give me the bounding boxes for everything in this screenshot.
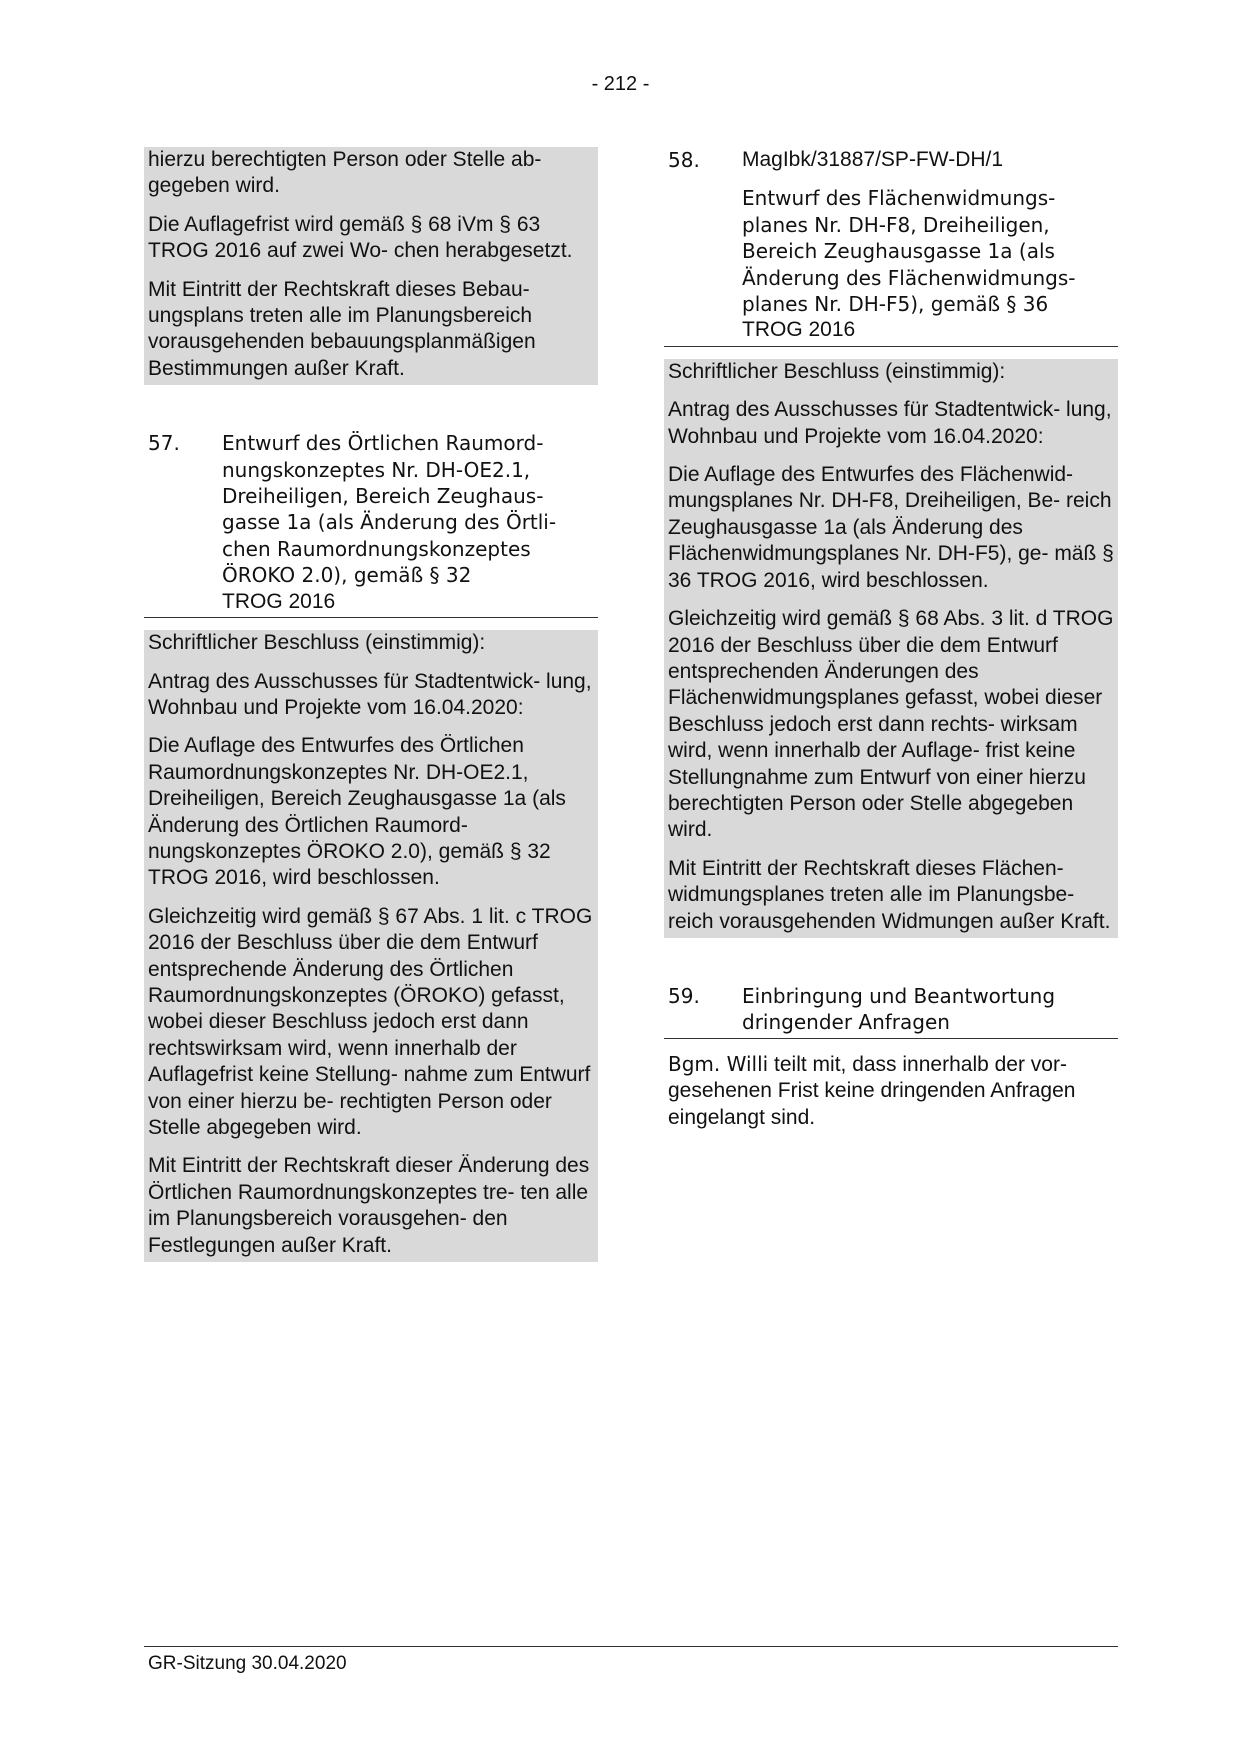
agenda-item-number: 58.: [668, 148, 700, 172]
agenda-item-59-text: [664, 1039, 1118, 1131]
resolution-paragraph: Schriftlicher Beschluss (einstimmig):: [668, 359, 1006, 383]
agenda-item-title: Entwurf des Örtlichen Raumord- nungskonzeptes Nr. DH-OE2.1, Dreiheiligen, Bereich Zeughaus- gasse 1a (als Änderung des Örtli- chen Raumordnungskonzeptes ÖROKO 2.0), gemäß § 32: [222, 431, 557, 588]
resolution-paragraph: Schriftlicher Beschluss (einstimmig):: [148, 631, 486, 655]
resolution-paragraph: Gleichzeitig wird gemäß § 68 Abs. 3 lit. d TROG 2016 der Beschluss über die dem Entwurf entsprechenden Änderungen des Flächenwidmungsplanes gefasst, wobei dieser Beschluss jedoch erst dann rechts- wirksam wird, wenn innerhalb der Auflage- frist keine Stellungnahme zum Entwurf von einer hierzu berechtigten Person oder Stelle abgegeben wird.: [668, 607, 1114, 842]
agenda-item-59-heading: [664, 983, 1118, 1039]
page-number: - 212 -: [591, 73, 650, 95]
speaker-name: Bgm. Willi: [668, 1051, 769, 1076]
agenda-item-title-block: [742, 147, 1114, 344]
resolution-paragraph: Antrag des Ausschusses für Stadtentwick- lung, Wohnbau und Projekte vom 16.04.2020:: [668, 398, 1112, 448]
continuation-paragraph-3: Mit Eintritt der Rechtskraft dieses Bebau- ungsplans treten alle im Planungsbereich vorausgehenden bebauungsplanmäßigen Bestimmungen außer Kraft.: [148, 277, 536, 380]
agenda-item-title-tail: TROG 2016: [742, 318, 856, 342]
resolution-paragraph: Die Auflage des Entwurfes des Flächenwid- mungsplanes Nr. DH-F8, Dreiheiligen, Be- reich Zeughausgasse 1a (als Änderung des Flächenwidmungsplanes Nr. DH-F5), ge- mäß § 36 TROG 2016, wird beschlossen.: [668, 463, 1114, 592]
resolution-paragraph: Gleichzeitig wird gemäß § 67 Abs. 1 lit. c TROG 2016 der Beschluss über die dem Entwurf entsprechende Änderung des Örtlichen Raumordnungskonzeptes (ÖROKO) gefasst, wobei dieser Beschluss jedoch erst dann rechtswirksam wird, wenn innerhalb der Auflagefrist keine Stellung- nahme zum Entwurf von einer hierzu be- rechtigten Person oder Stelle abgegeben wird.: [148, 904, 593, 1139]
resolution-paragraph: Antrag des Ausschusses für Stadtentwick- lung, Wohnbau und Projekte vom 16.04.2020:: [148, 669, 592, 719]
resolution-paragraph: Mit Eintritt der Rechtskraft dieses Flächen- widmungsplanes treten alle im Planungsbe- reich vorausgehenden Widmungen außer Kraft.: [668, 856, 1111, 933]
agenda-item-title: Entwurf des Flächenwidmungs- planes Nr. DH-F8, Dreiheiligen, Bereich Zeughausgasse 1a (als Änderung des Flächenwidmungs- planes Nr. DH-F5), gemäß § 36: [742, 186, 1076, 317]
resolution-block-57: [144, 630, 598, 1262]
resolution-paragraph: Die Auflage des Entwurfes des Örtlichen Raumordnungskonzeptes Nr. DH-OE2.1, Dreiheiligen, Bereich Zeughausgasse 1a (als Änderung des Örtlichen Raumord- nungskonzeptes ÖROKO 2.0), gemäß § 32 TROG 2016, wird beschlossen.: [148, 734, 566, 890]
agenda-item-number: 59.: [668, 983, 700, 1008]
left-column: [144, 147, 598, 1262]
agenda-item-title-tail: TROG 2016: [222, 589, 336, 613]
agenda-item-57-heading: [144, 430, 598, 618]
right-column: [664, 147, 1118, 1131]
resolution-paragraph: Mit Eintritt der Rechtskraft dieser Änderung des Örtlichen Raumordnungskonzeptes tre- ten alle im Planungsbereich vorausgehen- den Festlegungen außer Kraft.: [148, 1154, 590, 1257]
agenda-item-58-heading: [664, 147, 1118, 347]
continuation-paragraph-1: hierzu berechtigten Person oder Stelle ab- gegeben wird.: [148, 148, 542, 198]
continuation-paragraph-2: Die Auflagefrist wird gemäß § 68 iVm § 63 TROG 2016 auf zwei Wo- chen herabgesetzt.: [148, 212, 573, 263]
footer-text: GR-Sitzung 30.04.2020: [148, 1653, 347, 1674]
continuation-block: [144, 147, 598, 385]
footer-rule: [144, 1646, 1118, 1647]
resolution-block-58: [664, 359, 1118, 938]
agenda-item-number: 57.: [148, 431, 180, 456]
agenda-item-reference: MagIbk/31887/SP-FW-DH/1: [742, 148, 1004, 171]
statement-text: teilt mit, dass innerhalb der vor- gesehenen Frist keine dringenden Anfragen eingelangt sind.: [668, 1052, 1076, 1129]
agenda-item-title-block: [222, 430, 594, 615]
agenda-item-title: Einbringung und Beantwortung dringender Anfragen: [742, 983, 1056, 1035]
